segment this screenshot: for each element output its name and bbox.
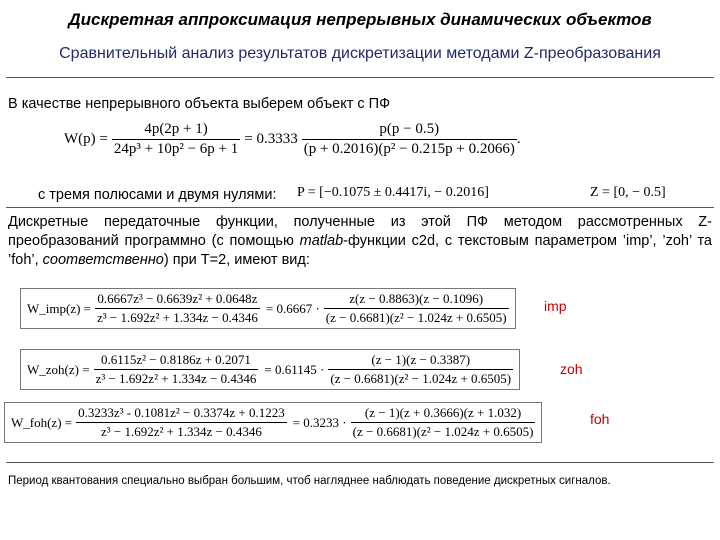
formula-imp (20, 288, 516, 329)
zeros-formula: Z = [0, − 0.5] (590, 185, 666, 200)
para-part-1: Дискретные передаточные функции, полученные из этой ПФ методом рассмотренных Z-преобразований программно (с помощью (8, 214, 712, 249)
description-paragraph (8, 213, 712, 270)
imp-fraction-2 (324, 291, 509, 326)
foh-num2: (z − 1)(z + 0.3666)(z + 1.032) (364, 405, 522, 420)
zoh-den1: z³ − 1.692z² + 1.334z − 0.4346 (95, 371, 257, 386)
zoh-den2: (z − 0.6681)(z² − 1.024z + 0.6505) (330, 371, 512, 386)
formula-foh (4, 402, 542, 443)
foh-fraction-1 (76, 405, 287, 440)
zoh-lhs: W_zoh(z) = (27, 361, 90, 377)
para-matlab: matlab (299, 233, 344, 249)
imp-fraction-1 (95, 291, 260, 326)
zoh-fraction-1 (94, 352, 259, 387)
w-lhs: W(p) = (64, 131, 108, 147)
transfer-function-w (64, 121, 521, 158)
foh-fraction-2 (351, 405, 536, 440)
zoh-num2: (z − 1)(z − 0.3387) (371, 352, 471, 367)
w-den1: 24p³ + 10p² − 6p + 1 (113, 141, 239, 157)
foh-den1: z³ − 1.692z² + 1.334z − 0.4346 (76, 422, 287, 440)
page-title: Дискретная аппроксимация непрерывных динамических объектов (68, 10, 652, 29)
w-fraction-1 (112, 121, 240, 158)
para-italic: соответственно (42, 252, 164, 268)
foh-coef: = 0.3233 · (292, 414, 347, 430)
imp-lhs: W_imp(z) = (27, 300, 92, 316)
w-end: . (516, 131, 521, 147)
w-num2: p(p − 0.5) (379, 121, 440, 137)
para-part-2: -функции c2d, с текстовым параметром ’imp’, ’zoh’ та ’foh’, (8, 233, 712, 268)
tag-zoh: zoh (560, 361, 583, 377)
imp-den1: z³ − 1.692z² + 1.334z − 0.4346 (97, 310, 258, 325)
foh-num1: 0.3233z³ - 0.1081z² − 0.3374z + 0.1223 (78, 405, 285, 420)
imp-den2: (z − 0.6681)(z² − 1.024z + 0.6505) (325, 310, 507, 325)
divider (6, 77, 714, 78)
divider (6, 462, 714, 463)
w-den2: (p + 0.2016)(p² − 0.215p + 0.2066) (303, 141, 515, 157)
divider (6, 207, 714, 208)
zoh-num1: 0.6115z² − 0.8186z + 0.2071 (101, 352, 251, 367)
w-coef: = 0.3333 (244, 131, 298, 147)
imp-num2: z(z − 0.8863)(z − 0.1096) (349, 291, 484, 306)
footer-note: Период квантования специально выбран большим, чтоб нагляднее наблюдать поведение дискретных сигналов. (8, 475, 611, 487)
tag-imp: imp (544, 298, 567, 314)
foh-lhs: W_foh(z) = (11, 414, 73, 430)
para-part-3: ) при T=2, имеют вид: (163, 252, 310, 268)
w-num1: 4p(2p + 1) (144, 121, 208, 137)
formula-zoh (20, 349, 520, 390)
w-fraction-2 (302, 121, 517, 158)
page-subtitle: Сравнительный анализ результатов дискретизации методами Z-преобразования (59, 45, 661, 62)
foh-den2: (z − 0.6681)(z² − 1.024z + 0.6505) (352, 424, 534, 439)
zoh-coef: = 0.61145 · (264, 361, 325, 377)
imp-coef: = 0.6667 · (265, 300, 320, 316)
zoh-fraction-2 (328, 352, 513, 387)
tag-foh: foh (590, 411, 610, 427)
poles-caption: с тремя полюсами и двумя нулями: (38, 187, 277, 203)
imp-num1: 0.6667z³ − 0.6639z² + 0.0648z (97, 291, 258, 306)
intro-text: В качестве непрерывного объекта выберем объект с ПФ (8, 96, 391, 112)
poles-formula: P = [−0.1075 ± 0.4417i, − 0.2016] (297, 185, 489, 200)
